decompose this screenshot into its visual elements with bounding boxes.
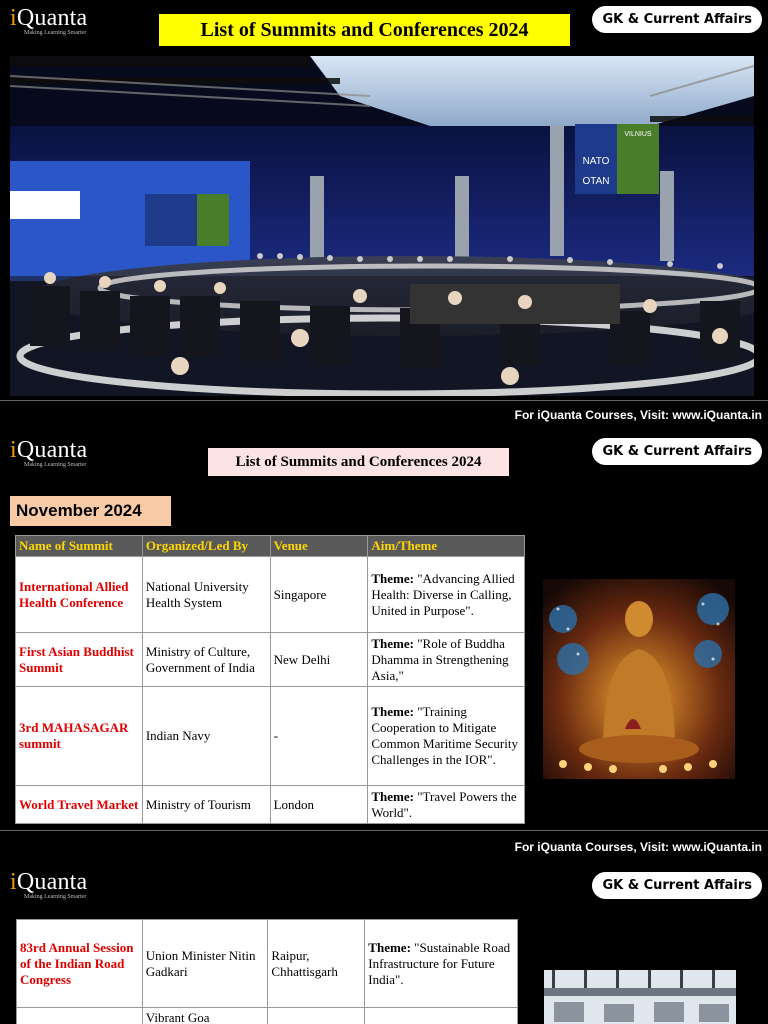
logo-text: iQuanta [10,437,88,463]
table-row [16,786,525,824]
summit-theme [368,687,525,786]
table-header-row [16,536,525,557]
slide-2 [0,432,768,860]
summit-venue [268,1008,365,1024]
iquanta-logo[interactable] [10,870,87,900]
theme-label: Theme: [371,704,414,719]
logo-tagline: Making Learning Smarter [24,894,87,900]
buddha-statue-photo [543,579,735,779]
header-organized-by: Organized/Led By [142,536,270,557]
iquanta-logo[interactable] [10,438,87,468]
theme-text: "Travel Powers the World". [371,788,517,820]
slide-1 [0,0,768,430]
summit-name: 83rd Annual Session of the Indian Road Congress [17,920,143,1008]
table-row [16,557,525,633]
iquanta-logo[interactable] [10,6,87,36]
summit-theme [368,786,525,824]
table-row [16,687,525,786]
summit-name: International Allied Health Conference [16,557,143,633]
header-aim-theme: Aim/Theme [368,536,525,557]
footer-link-text[interactable]: For iQuanta Courses, Visit: www.iQuanta.in [514,408,762,422]
summit-theme [368,557,525,633]
theme-label: Theme: [371,635,414,651]
buddha-illustration [543,579,735,779]
summit-venue: - [270,687,368,786]
summit-theme [365,920,518,1008]
summit-venue: Raipur, Chhattisgarh [268,920,365,1008]
summit-name: World Travel Market [16,786,143,824]
logo-text: iQuanta [10,5,88,31]
theme-label: Theme: [371,788,414,804]
table-row [17,1008,518,1024]
gk-current-affairs-badge[interactable]: GK & Current Affairs [592,438,762,465]
vilnius-sign-text: VILNIUS [624,131,652,138]
summit-name: First Asian Buddhist Summit [16,633,143,687]
gk-current-affairs-badge[interactable]: GK & Current Affairs [592,872,762,899]
summit-venue: London [270,786,368,824]
slide-title: List of Summits and Conferences 2024 [159,14,570,46]
header-name-of-summit: Name of Summit [16,536,143,557]
summit-name: 3rd MAHASAGAR summit [16,687,143,786]
nato-summit-photo [10,56,754,396]
slide-3 [0,864,768,1024]
road-congress-photo [544,970,736,1024]
summit-organizer: Vibrant Goa [142,1008,268,1024]
logo-text: iQuanta [10,869,88,895]
summit-venue: New Delhi [270,633,368,687]
month-label: November 2024 [10,496,171,526]
theme-label: Theme: [368,939,411,955]
summit-organizer: Ministry of Culture, Government of India [142,633,270,687]
logo-tagline: Making Learning Smarter [24,30,87,36]
summit-theme [365,1008,518,1024]
summit-theme [368,633,525,687]
otan-sign-text: OTAN [582,176,610,187]
theme-text: "Role of Buddha Dhamma in Strengthening Asia," [371,635,509,683]
summits-table-continued [16,919,518,1024]
footer-divider [0,830,768,831]
summit-organizer: Union Minister Nitin Gadkari [142,920,268,1008]
summit-organizer: Indian Navy [142,687,270,786]
summit-organizer: National University Health System [142,557,270,633]
summit-venue: Singapore [270,557,368,633]
footer-divider [0,400,768,401]
theme-label: Theme: [371,570,414,586]
table-row [17,920,518,1008]
conference-hall-illustration [10,56,754,396]
nato-sign-text: NATO [582,156,610,167]
theme-text: "Sustainable Road Infrastructure for Future India". [368,939,511,987]
footer-link-text[interactable]: For iQuanta Courses, Visit: www.iQuanta.in [514,840,762,854]
table-row [16,633,525,687]
summits-table [15,535,525,824]
road-congress-illustration [544,970,736,1024]
theme-text: "Training Cooperation to Mitigate Common Maritime Security Challenges in the IOR". [371,704,518,767]
header-venue: Venue [270,536,368,557]
gk-current-affairs-badge[interactable]: GK & Current Affairs [592,6,762,33]
theme-text: "Advancing Allied Health: Diverse in Calling, United in Purpose". [371,570,515,618]
logo-tagline: Making Learning Smarter [24,462,87,468]
summit-name [17,1008,143,1024]
summit-organizer: Ministry of Tourism [142,786,270,824]
slide-title: List of Summits and Conferences 2024 [208,448,509,476]
